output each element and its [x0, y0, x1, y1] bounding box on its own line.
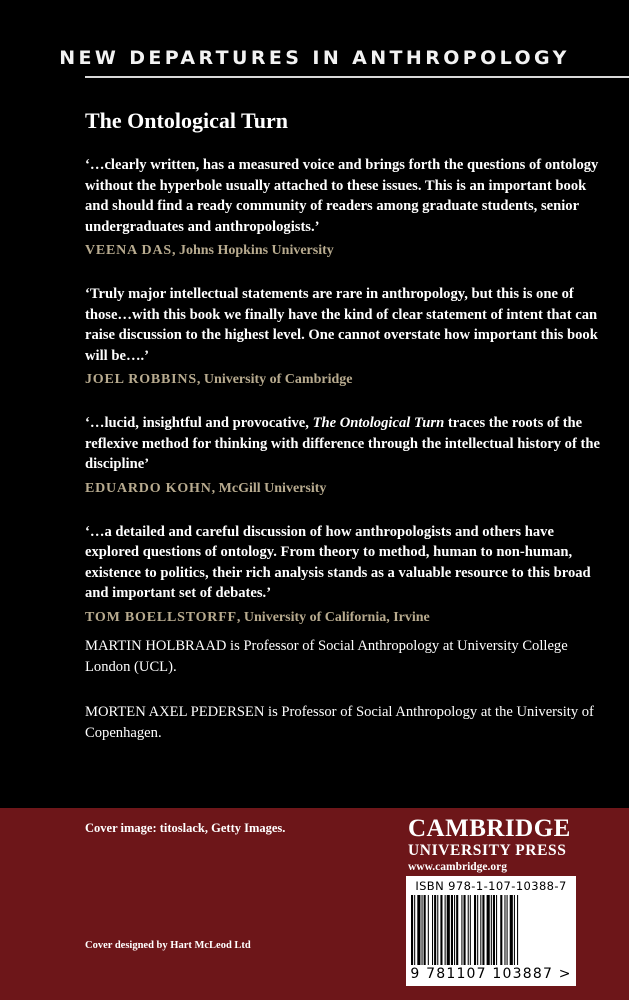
endorsement-text-start: ‘…lucid, insightful and provocative, [85, 415, 313, 431]
publisher-subtitle: UNIVERSITY PRESS [408, 842, 567, 859]
publisher-name: CAMBRIDGE [408, 815, 571, 842]
endorser-affiliation: , University of Cambridge [196, 372, 353, 387]
endorser-name: VEENA DAS [85, 243, 172, 258]
endorsement-attribution [85, 609, 605, 627]
endorsements [85, 155, 605, 651]
endorsement-text-end: traces the roots of the reflexive method for thinking with difference through the intellectual history of the discipline’ [85, 415, 600, 472]
endorsement-text [85, 413, 605, 475]
endorsement-text: ‘…a detailed and careful discussion of how anthropologists and others have explored questions of ontology. From theory to method, human to non-human, existence to politics, their rich analysis stands as a valuable resource to this broad and important set of debates.’ [85, 523, 591, 601]
author-bio-1: MARTIN HOLBRAAD is Professor of Social Anthropology at University College London (UCL). [85, 638, 568, 675]
endorser-affiliation: , Johns Hopkins University [171, 243, 334, 258]
barcode-digits: 9 781107 103887 > [410, 966, 572, 982]
endorsement-text: ‘…clearly written, has a measured voice and brings forth the questions of ontology without the hyperbole usually attached to these issues. This is an important book and should find a ready community of readers among graduate students, senior undergraduates and anthropologists.’ [85, 157, 599, 235]
author-bios [85, 636, 605, 768]
endorsement-3 [85, 413, 605, 498]
endorsement-1 [85, 155, 605, 260]
author-bio-2: MORTEN AXEL PEDERSEN is Professor of Social Anthropology at the University of Copenhagen. [85, 704, 594, 741]
endorsement-attribution [85, 371, 605, 389]
publisher-url: www.cambridge.org [408, 861, 508, 873]
publisher-logo [408, 815, 578, 876]
endorsement-book-title: The Ontological Turn [312, 415, 445, 431]
barcode-icon [411, 895, 571, 965]
endorsement-attribution [85, 480, 605, 498]
isbn-label: ISBN 978-1-107-10388-7 [415, 879, 567, 893]
endorser-name: JOEL ROBBINS [85, 372, 197, 387]
cover-image-credit: Cover image: titoslack, Getty Images. [85, 821, 286, 835]
endorsement-text: ‘Truly major intellectual statements are rare in anthropology, but this is one of those…with this book we finally have the kind of clear statement of intent that can raise discussion to the highest level. One cannot overstate how important this book will be….’ [85, 286, 598, 364]
isbn-barcode-block [406, 876, 576, 986]
endorser-affiliation: , University of California, Irvine [236, 609, 430, 625]
endorser-name: EDUARDO KOHN [85, 480, 212, 496]
series-title: NEW DEPARTURES IN ANTHROPOLOGY [59, 47, 570, 69]
endorser-name: TOM BOELLSTORFF [85, 609, 237, 625]
endorsement-2 [85, 284, 605, 389]
book-title: The Ontological Turn [85, 108, 288, 133]
endorser-affiliation: , McGill University [211, 480, 327, 496]
endorsement-4 [85, 522, 605, 627]
cover-designer-credit: Cover designed by Hart McLeod Ltd [85, 940, 251, 951]
series-divider [85, 76, 629, 78]
endorsement-attribution [85, 242, 605, 260]
